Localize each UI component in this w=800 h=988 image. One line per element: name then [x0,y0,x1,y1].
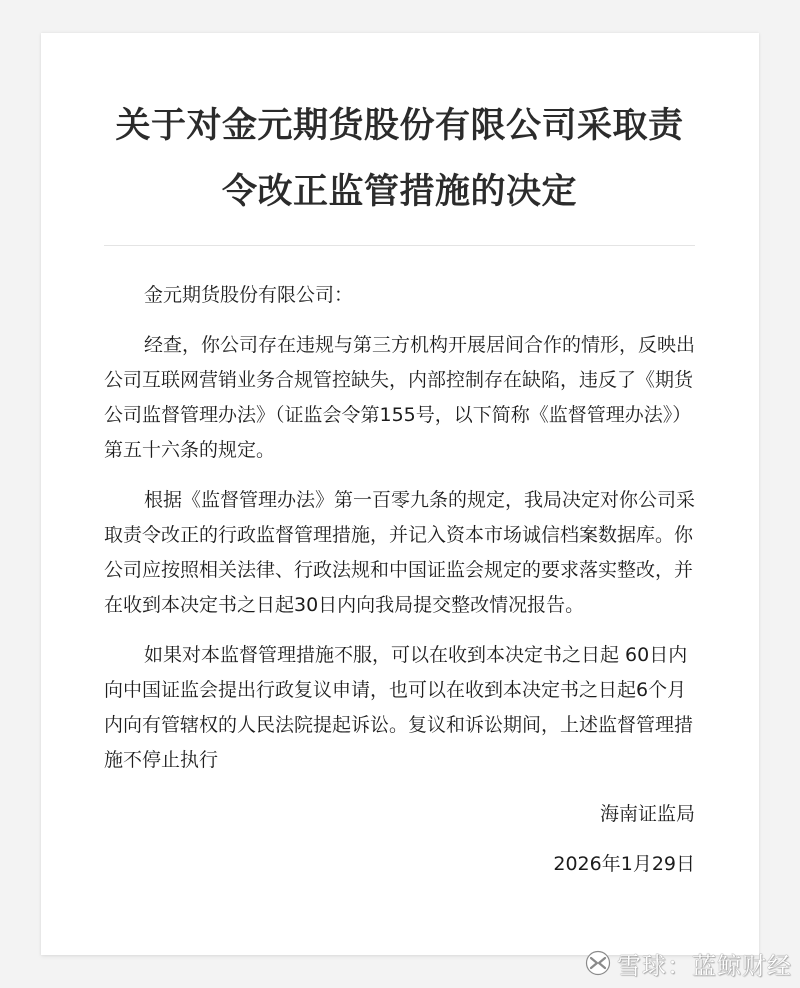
salutation: 金元期货股份有限公司： [144,284,354,306]
signature-date: 2026年1月29日 [553,853,695,875]
title-divider [104,245,695,246]
paragraph-decision: 根据《监督管理办法》第一百零九条的规定，我局决定对你公司采取责令改正的行政监督管理措施，并记入资本市场诚信档案数据库。你公司应按照相关法律、行政法规和中国证监会规定的要求落实整改，并在收到本决定书之日起30日内向我局提交整改情况报告。 [104,489,696,616]
xueqiu-logo-icon [585,950,611,976]
document-title [104,33,695,225]
title-line-2: 令改正监管措施的决定 [221,172,577,212]
watermark [585,945,792,981]
paragraph-appeal: 如果对本监督管理措施不服，可以在收到本决定书之日起 60日内向中国证监会提出行政复议申请，也可以在收到本决定书之日起6个月内向有管辖权的人民法院提起诉讼。复议和诉讼期间，上述监督管理措施不停止执行 [104,644,694,771]
document-content [104,33,696,875]
signature-issuer: 海南证监局 [599,803,695,825]
paragraph-findings: 经查，你公司存在违规与第三方机构开展居间合作的情形，反映出公司互联网营销业务合规管控缺失，内部控制存在缺陷，违反了《期货公司监督管理办法》（证监会令第155号，以下简称《监督管理办法》）第五十六条的规定。 [104,334,696,461]
document-body [104,278,695,778]
document-card [41,33,759,955]
title-line-1: 关于对金元期货股份有限公司采取责 [115,106,684,146]
watermark-text: 雪球：蓝鲸财经 [617,951,792,980]
